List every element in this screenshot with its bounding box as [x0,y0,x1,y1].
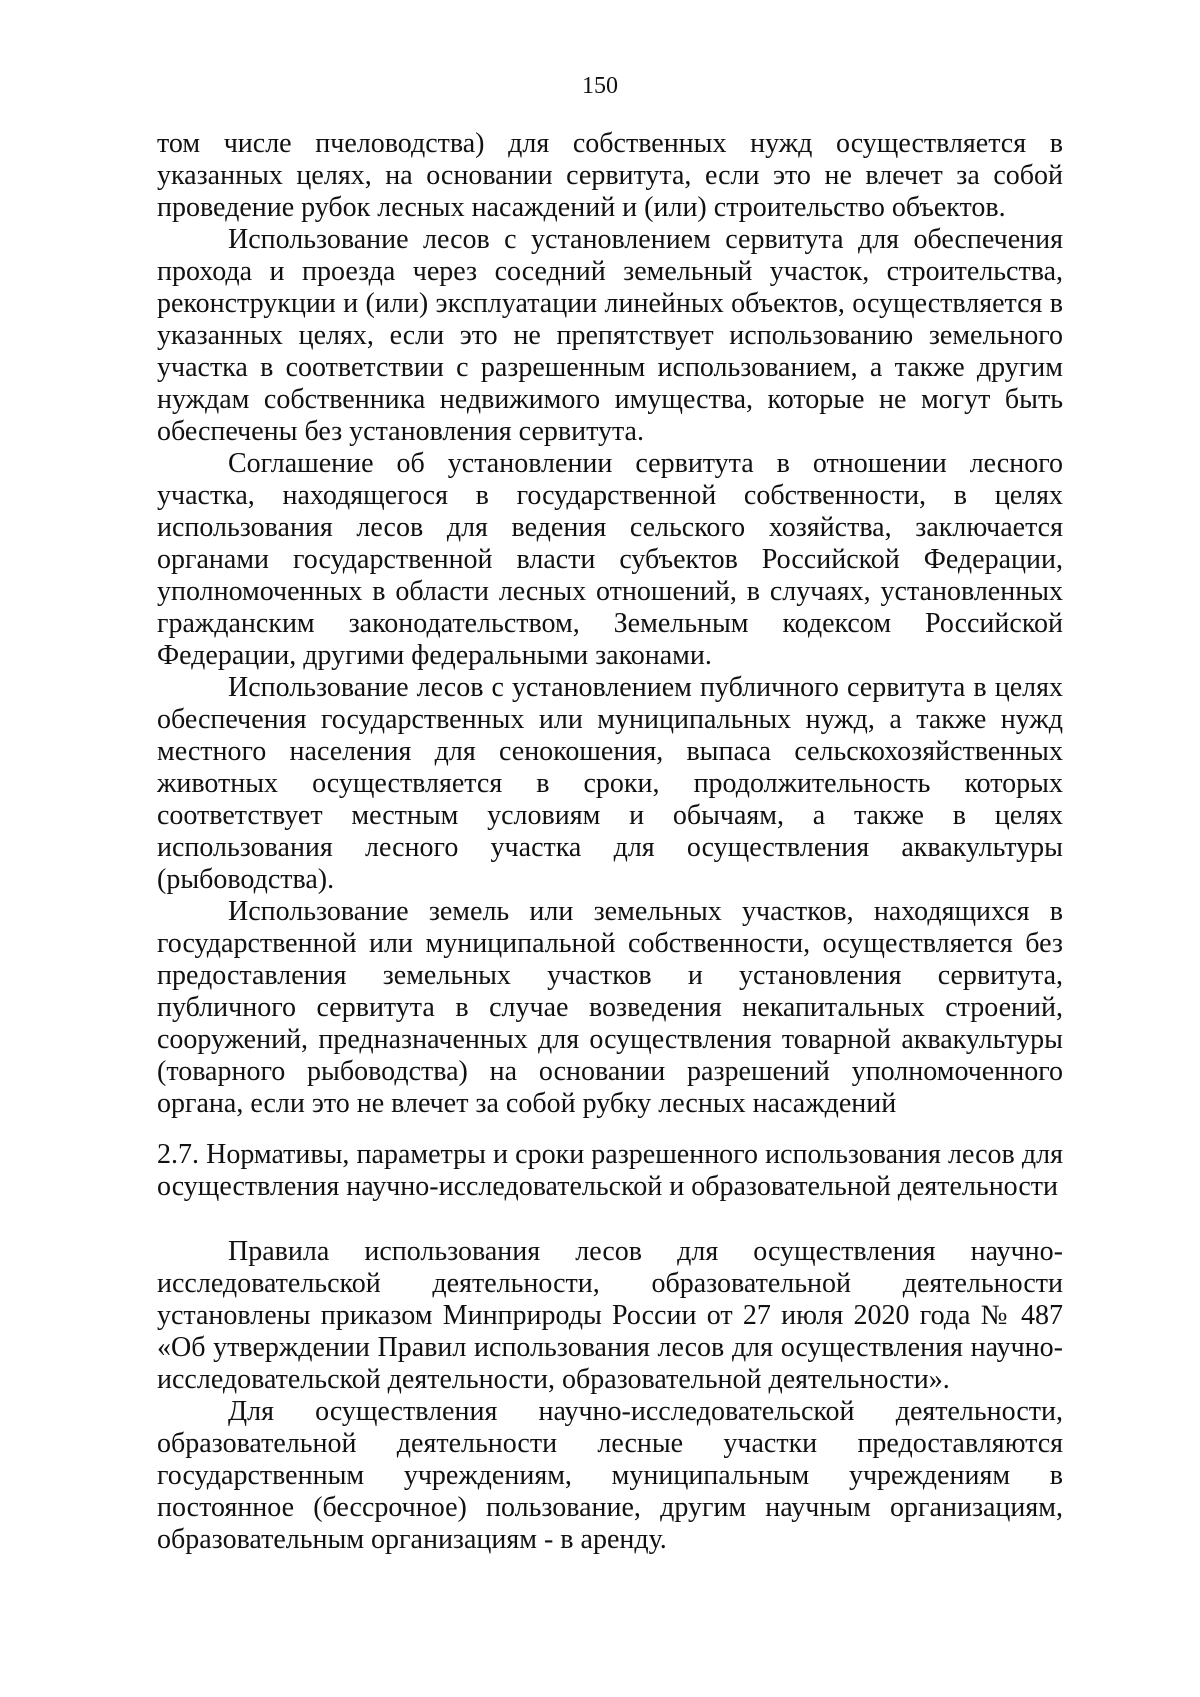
paragraph-public-servitude: Использование лесов с установлением публичного сервитута в целях обеспечения государственных или муниципальных нужд, а также нужд местного населения для сенокошения, выпаса сельскохозяйственных животных осуществляется в сроки, продолжительность которых соответствует местным условиям и обычаям, а также в целях использования лесного участка для осуществления аквакультуры (рыбоводства). [157,672,1063,895]
paragraph-continuation: том числе пчеловодства) для собственных нужд осуществляется в указанных целях, на основании сервитута, если это не влечет за собой проведение рубок лесных насаждений и (или) строительство объектов. [157,128,1063,223]
paragraph-servitude-passage: Использование лесов с установлением сервитута для обеспечения прохода и проезда через соседний земельный участок, строительства, реконструкции и (или) эксплуатации линейных объектов, осуществляется в указанных целях, если это не препятствует использованию земельного участка в соответствии с разрешенным использованием, а также другим нуждам собственника недвижимого имущества, которые не могут быть обеспечены без установления сервитута. [157,224,1063,447]
paragraph-land-use-aquaculture: Использование земель или земельных участков, находящихся в государственной или муниципальной собственности, осуществляется без предоставления земельных участков и установления сервитута, публичного сервитута в случае возведения некапитальных строений, сооружений, предназначенных для осуществления товарной аквакультуры (товарного рыбоводства) на основании разрешений уполномоченного органа, если это не влечет за собой рубку лесных насаждений [157,896,1063,1119]
paragraph-research-land-provision: Для осуществления научно-исследовательской деятельности, образовательной деятельности лесные участки предоставляются государственным учреждениям, муниципальным учреждениям в постоянное (бессрочное) пользование, другим научным организациям, образовательным организациям - в аренду. [157,1396,1063,1555]
document-body [157,128,1063,1556]
paragraph-research-rules: Правила использования лесов для осуществления научно-исследовательской деятельности, образовательной деятельности установлены приказом Минприроды России от 27 июля 2020 года № 487 «Об утверждении Правил использования лесов для осуществления научно-исследовательской деятельности, образовательной деятельности». [157,1236,1063,1395]
paragraph-servitude-agreement: Соглашение об установлении сервитута в отношении лесного участка, находящегося в государственной собственности, в целях использования лесов для ведения сельского хозяйства, заключается органами государственной власти субъектов Российской Федерации, уполномоченных в области лесных отношений, в случаях, установленных гражданским законодательством, Земельным кодексом Российской Федерации, другими федеральными законами. [157,448,1063,671]
page-number: 150 [582,73,618,99]
section-heading: 2.7. Нормативы, параметры и сроки разрешенного использования лесов для осуществления научно-исследовательской и образовательной деятельности [157,1139,1063,1202]
